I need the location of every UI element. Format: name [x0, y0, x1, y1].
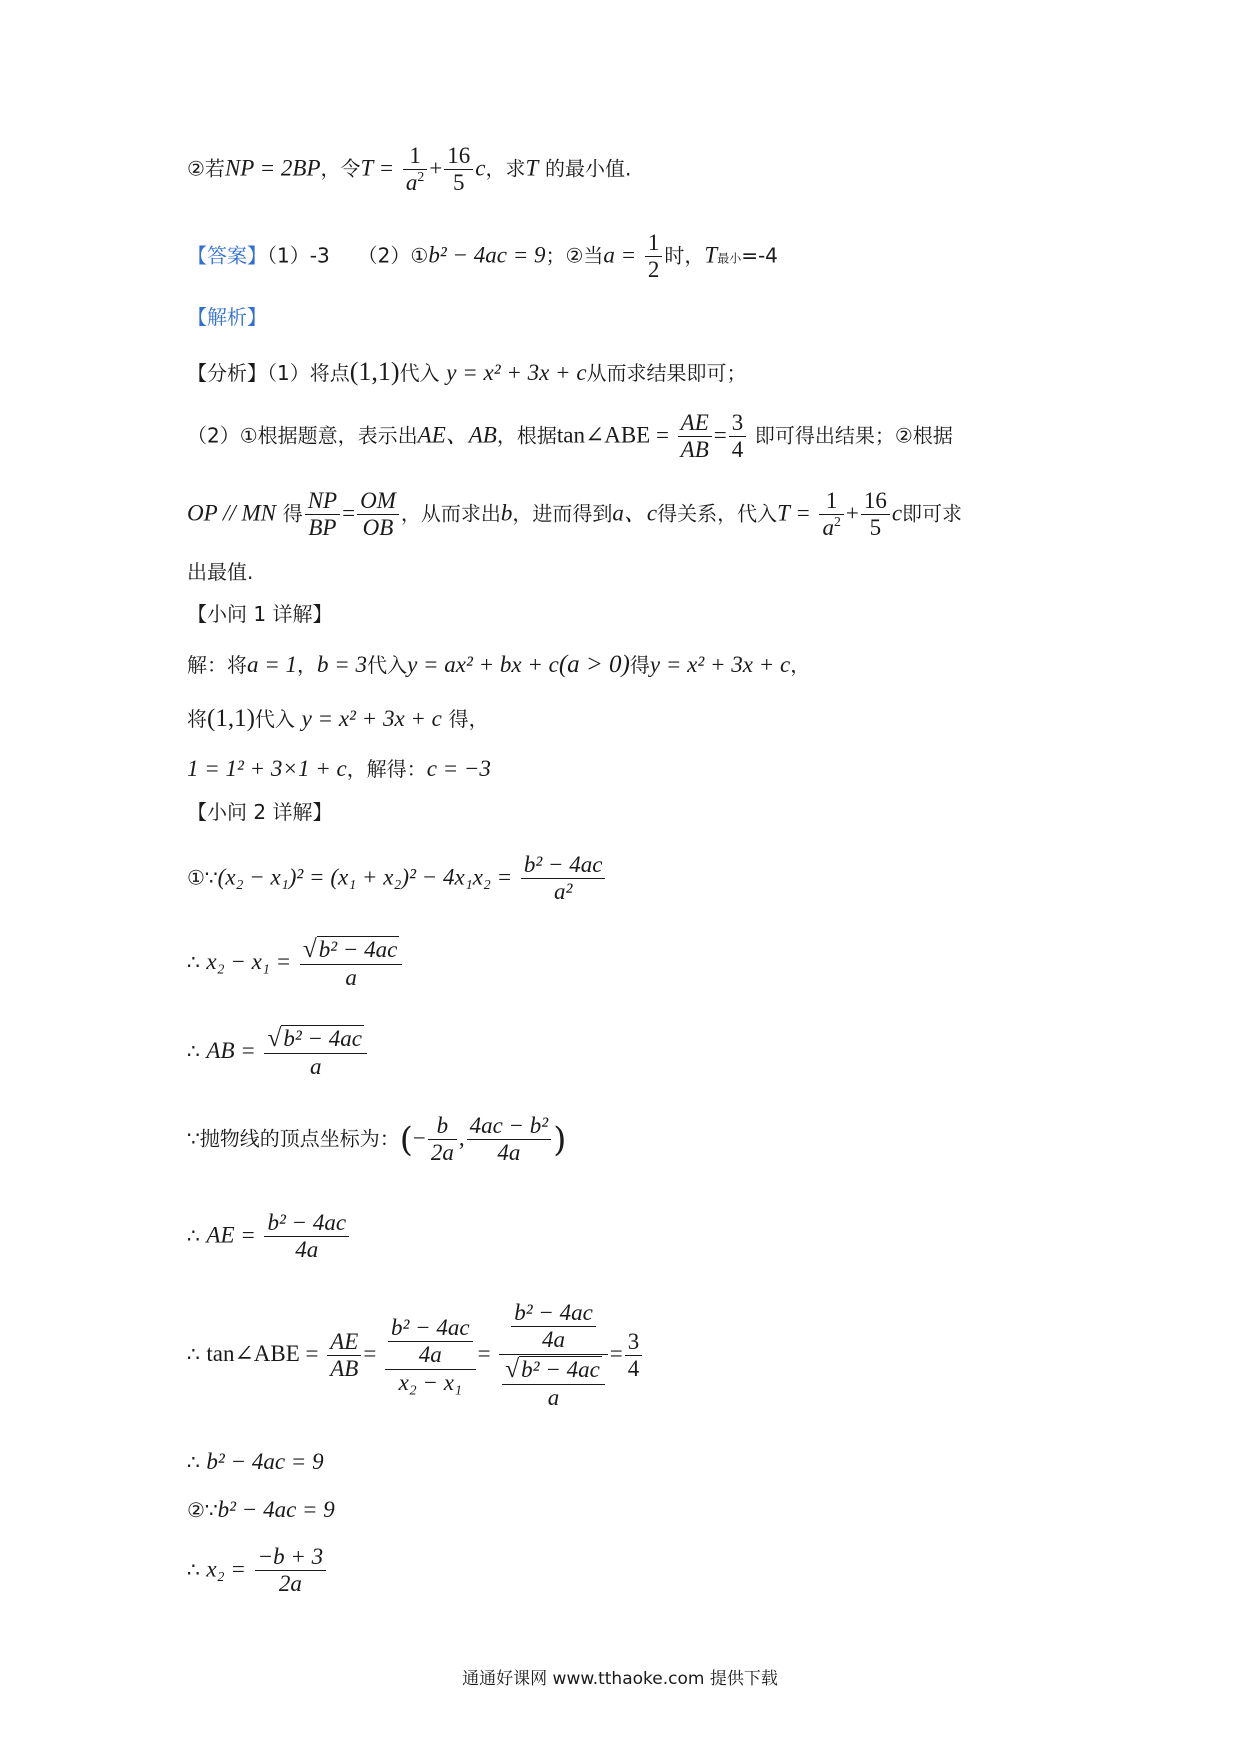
- answer-line: 【答案】（1）-3 （2）①b² − 4ac = 9；②当a = $\frac{1}{2}$ 时，T最小=-4: [187, 230, 778, 283]
- fraction: $\frac{1}{a^2}$: [403, 143, 427, 197]
- step-1: ①∵(x₂ − x₁)² = (x₁ + x₂)² − 4x₁x₂ = $\frac{\text{b² − 4ac}}{\text{a²}}$: [187, 852, 607, 906]
- step-6: ∴ tan∠ABE = $\frac{AE}{AB}$ = $\frac{\frac{\text{b² − 4ac}}{4a}}{\text{x₂ − x₁}}$ = $\frac{\frac{\text{b² − 4ac}}{4a}}{\frac{\text{√b² − 4ac}}{a}}$ = $\frac{3}{4}$: [187, 1300, 644, 1411]
- question-line: ②若NP = 2BP，令T = $\frac{1}{a^2}$ + $\frac{16}{5}$ c，求T 的最小值.: [187, 143, 632, 196]
- step-9: ∴ x₂ = $\frac{-b + 3}{2a}$: [187, 1544, 328, 1598]
- answer-part1: （1）-3: [267, 243, 330, 268]
- answer-tag: 【答案】: [187, 243, 267, 268]
- sub1-line-3: 1 = 1² + 3×1 + c，解得：c = −3: [187, 756, 491, 781]
- step-5: ∴ AE = $\frac{\text{b² − 4ac}}{4a}$: [187, 1210, 351, 1264]
- analysis-line-1: 【分析】（1）将点(1,1)代入 y = x² + 3x + c从而求结果即可；: [187, 357, 747, 386]
- analysis-tag-line: [187, 305, 267, 330]
- fraction: $\frac{16}{5}$: [444, 143, 473, 197]
- expr: T =: [360, 155, 395, 181]
- fraction: $\frac{1}{2}$: [645, 230, 663, 284]
- page-footer: 通通好课网 www.tthaoke.com 提供下载: [462, 1669, 778, 1689]
- sub2-tag-line: 【小问 2 详解】: [187, 800, 333, 824]
- step-4: ∵抛物线的顶点坐标为：(− $\frac{b}{2a}$ , $\frac{\text{4ac − b²}}{4a}$ ): [187, 1113, 567, 1166]
- analysis-line-2: （2）①根据题意，表示出AE、AB，根据tan∠ABE = $\frac{AE}{AB}$ = $\frac{3}{4}$ 即可得出结果；②根据: [187, 410, 953, 463]
- answer-part2: （2）①: [357, 243, 429, 268]
- step-2: ∴ x₂ − x₁ = $\frac{\text{√b² − 4ac}}{a}$: [187, 935, 404, 992]
- step-8: ②∵b² − 4ac = 9: [187, 1497, 335, 1522]
- step-3: ∴ AB = $\frac{\text{√b² − 4ac}}{a}$: [187, 1024, 369, 1081]
- sub1-line-2: 将(1,1)代入 y = x² + 3x + c 得，: [187, 705, 489, 732]
- question-prefix: ②若: [187, 156, 225, 181]
- analysis-line-4: 出最值.: [187, 560, 254, 584]
- sub1-tag-line: 【小问 1 详解】: [187, 602, 333, 626]
- sub1-line-1: 解：将a = 1，b = 3代入y = ax² + bx + c(a > 0)得y = x² + 3x + c，: [187, 651, 811, 678]
- text: ，令: [320, 156, 361, 181]
- condition: NP = 2BP: [224, 155, 321, 181]
- analysis-tag: 【解析】: [187, 305, 267, 329]
- step-7: ∴ b² − 4ac = 9: [187, 1449, 324, 1474]
- analysis-line-3: OP // MN 得 $\frac{NP}{BP}$ = $\frac{OM}{OB}$ ，从而求出b，进而得到a、c得关系，代入T = $\frac{1}{a^2}$ + $\frac{16}{5}$ c即可求: [187, 488, 963, 541]
